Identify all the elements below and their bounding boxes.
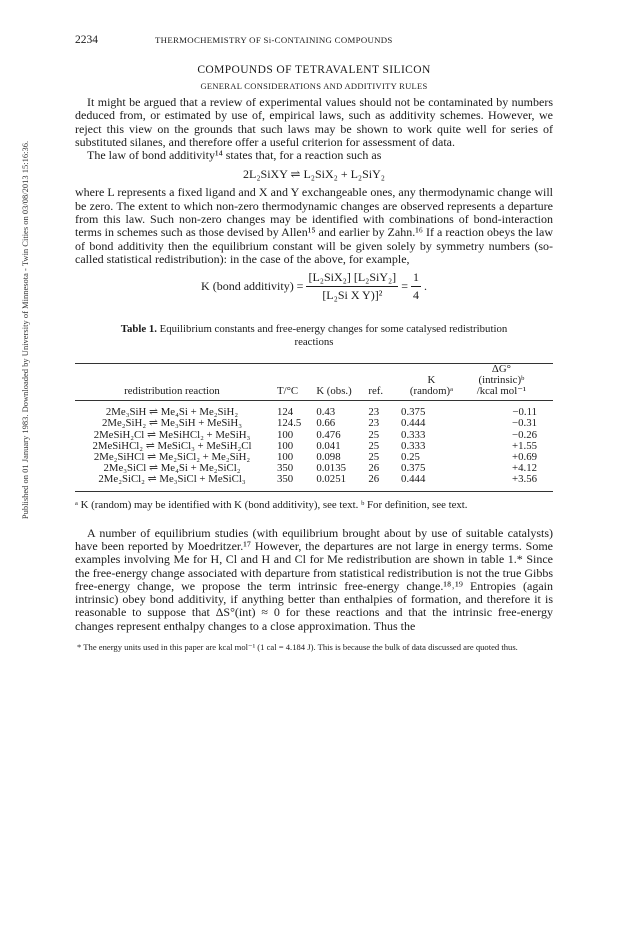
cell-k-obs: 0.0135 <box>316 462 347 475</box>
cell-reaction: 2MeSiH₂Cl ⇌ MeSiHCl₂ + MeSiH₃ <box>93 428 251 441</box>
cell-k-obs: 0.476 <box>316 428 341 441</box>
fraction-denominator: [L₂Si X Y)]² <box>322 288 383 303</box>
redistribution-equation: 2L₂SiXY ⇌ L₂SiX₂ + L₂SiY₂ <box>243 167 385 182</box>
table-caption-text: Equilibrium constants and free-energy changes for some catalysed redistribution reactions <box>159 323 508 349</box>
paper-page <box>75 34 553 653</box>
cell-k-obs: 0.43 <box>316 406 336 419</box>
fraction-numerator: [L₂SiX₂] [L₂SiY₂] <box>306 270 398 287</box>
bond-additivity-equation <box>75 270 553 303</box>
table-caption-label: Table 1. <box>120 323 157 336</box>
result-numerator: 1 <box>411 270 421 287</box>
equation-equals: = <box>401 279 408 294</box>
cell-ref: 25 <box>368 451 380 464</box>
cell-temperature: 350 <box>269 474 314 491</box>
header-delta-g-top: ΔG° <box>491 363 511 376</box>
header-k-random-top: K <box>427 374 436 387</box>
cell-k-obs: 0.098 <box>316 451 341 464</box>
cell-k-random: 0.25 <box>401 451 420 464</box>
cell-temperature: 124.5 <box>277 417 302 430</box>
header-delta-g-bottom: /kcal mol⁻¹ <box>476 385 527 398</box>
cell-k-random: 0.333 <box>401 439 426 452</box>
cell-k-random: 0.333 <box>401 428 426 441</box>
equation-fraction <box>306 270 398 303</box>
paragraph-4: A number of equilibrium studies (with equilibrium brought about by use of suitable catalysts) have been reported by Moedritzer.¹⁷ However, the departures are not large in energy terms. Some examples involving Me for H, Cl and H and Cl for Me redistribution are shown in table 1.* Since the free-energy change associated with departure from statistical redistribution is not the true Gibbs free-energy change, we propose the term intrinsic free-energy change.¹⁸˒¹⁹ Entropies (again intrinsic) obey bond additivity, if anything better than enthalpies of formation, and therefore it is reasonable to suppose that ΔS°(int) ≈ 0 for these reactions and that the intrinsic free-energy changes represent enthalpy changes to a close approximation. Thus the <box>75 525 553 633</box>
equation-result-fraction <box>411 270 421 303</box>
cell-reaction: 2Me₃SiH ⇌ Me₄Si + Me₂SiH₂ <box>105 406 239 419</box>
paragraph-3: where L represents a fixed ligand and X and Y exchangeable ones, any thermodynamic change will be zero. The extent to which non-zero thermodynamic changes are observed represents a departure from this law. Such non-zero changes may be identified with combinations of bond-interaction terms in schemes such as those devised by Allen¹⁵ and earlier by Zahn.¹⁶ If a reaction obeys the law of bond additivity then the equilibrium constant will be given solely by symmetry numbers (so-called statistical redistribution): in the case of the above, for example, <box>75 185 553 266</box>
cell-ref: 23 <box>368 417 380 430</box>
cell-temperature: 100 <box>277 451 294 464</box>
cell-k-obs: 0.66 <box>316 417 336 430</box>
equilibrium-table <box>75 363 553 491</box>
cell-delta-g: +1.55 <box>512 439 537 452</box>
header-k-random-bottom: (random)ᵃ <box>409 385 454 398</box>
cell-delta-g: +0.69 <box>512 451 537 464</box>
header-k-obs: K (obs.) <box>314 364 366 401</box>
header-reaction: redistribution reaction <box>75 364 269 401</box>
equation-lhs: K (bond additivity) = <box>201 279 304 294</box>
cell-k-obs: 0.0251 <box>314 474 366 491</box>
cell-ref: 23 <box>368 406 380 419</box>
cell-k-random: 0.444 <box>391 474 464 491</box>
cell-ref: 26 <box>366 474 391 491</box>
table-caption <box>75 323 553 349</box>
cell-reaction: 2MeSiHCl₂ ⇌ MeSiCl₃ + MeSiH₂Cl <box>92 439 252 452</box>
cell-reaction: 2Me₂SiCl₂ ⇌ Me₃SiCl + MeSiCl₃ <box>75 474 269 491</box>
table-row <box>75 418 553 429</box>
header-delta-g <box>464 364 553 401</box>
paragraph-1: It might be argued that a review of experimental values should not be contaminated by numbers deduced from, or estimated by use of, empirical laws, such as additivity schemes. However, we reject this view on the grounds that such laws may be shown to work quite well for series of substituted silanes, and therefore offer a useful criterion for assessment of data. <box>75 95 553 149</box>
cell-delta-g: −0.31 <box>512 417 537 430</box>
header-ref: ref. <box>366 364 391 401</box>
cell-ref: 25 <box>368 428 380 441</box>
page-footnote: * The energy units used in this paper are kcal mol⁻¹ (1 cal = 4.184 J). This is because the bulk of data discussed are quoted thus. <box>77 642 518 653</box>
equation-period: . <box>423 279 427 294</box>
cell-temperature: 100 <box>277 428 294 441</box>
table-row <box>75 401 553 419</box>
table-row <box>75 474 553 491</box>
result-denominator: 4 <box>412 288 419 303</box>
cell-delta-g: −0.11 <box>512 406 537 419</box>
header-delta-g-mid: (intrinsic)ᵇ <box>478 374 525 387</box>
cell-delta-g: −0.26 <box>512 428 537 441</box>
cell-k-random: 0.444 <box>401 417 426 430</box>
cell-reaction: 2Me₂SiHCl ⇌ Me₂SiCl₂ + Me₂SiH₂ <box>93 451 251 464</box>
cell-temperature: 100 <box>277 439 294 452</box>
section-subtitle: GENERAL CONSIDERATIONS AND ADDITIVITY RULES <box>200 81 428 91</box>
cell-reaction: 2Me₃SiCl ⇌ Me₄Si + Me₂SiCl₂ <box>103 462 241 475</box>
running-title: THERMOCHEMISTRY OF Si-CONTAINING COMPOUNDS <box>155 35 393 45</box>
cell-delta-g: +3.56 <box>464 474 553 491</box>
cell-k-obs: 0.041 <box>316 439 341 452</box>
download-notice-text: Published on 01 January 1983. Downloaded by University of Minnesota - Twin Cities on 03/08/2013 15:16:36. <box>20 140 30 520</box>
header-k-random <box>391 364 464 401</box>
table-footnote: ᵃ K (random) may be identified with K (bond additivity), see text. ᵇ For definition, see text. <box>75 498 468 511</box>
cell-ref: 26 <box>368 462 380 475</box>
running-head <box>75 34 553 52</box>
cell-k-random: 0.375 <box>401 406 426 419</box>
cell-k-random: 0.375 <box>401 462 426 475</box>
cell-temperature: 124 <box>277 406 294 419</box>
table-header-row <box>75 364 553 401</box>
cell-temperature: 350 <box>277 462 294 475</box>
section-title: COMPOUNDS OF TETRAVALENT SILICON <box>197 64 431 76</box>
header-temperature: T/°C <box>269 364 314 401</box>
cell-ref: 25 <box>368 439 380 452</box>
download-notice <box>0 60 30 600</box>
cell-reaction: 2Me₂SiH₂ ⇌ Me₃SiH + MeSiH₃ <box>102 417 242 430</box>
paragraph-2: The law of bond additivity¹⁴ states that, for a reaction such as <box>87 148 382 163</box>
cell-delta-g: +4.12 <box>512 462 537 475</box>
page-number: 2234 <box>75 34 98 46</box>
